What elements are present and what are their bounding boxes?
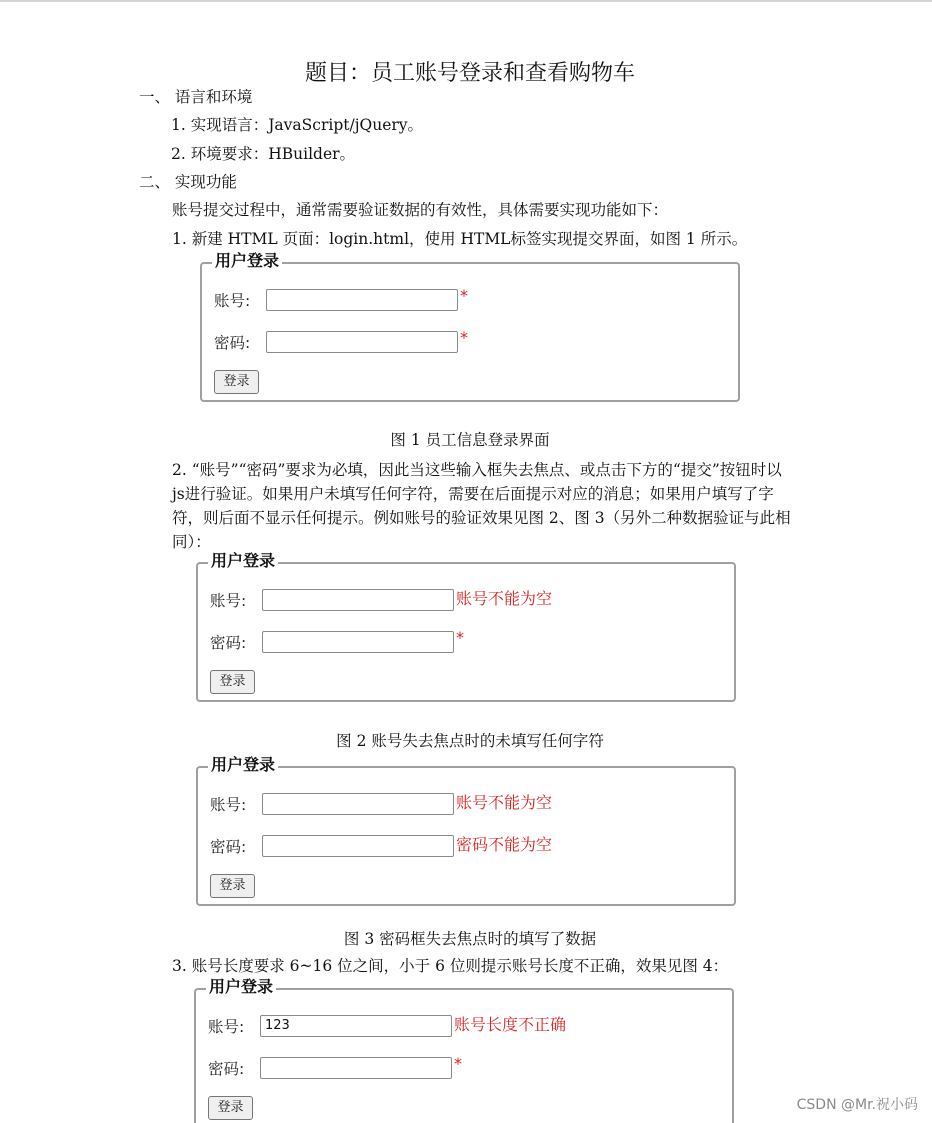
password-input[interactable] <box>262 631 454 653</box>
section1-heading: 一、 语言和环境 <box>139 88 253 106</box>
account-input[interactable]: 123 <box>260 1015 452 1037</box>
password-required-mark: * <box>460 328 468 347</box>
password-input[interactable] <box>260 1057 452 1079</box>
figure-2-caption: 图 2 账号失去焦点时的未填写任何字符 <box>336 732 604 750</box>
figure-1-login-form <box>200 252 744 408</box>
figure-4-clip <box>0 978 932 1123</box>
section1-item-env: 2. 环境要求：HBuilder。 <box>171 145 356 163</box>
account-input[interactable] <box>262 589 454 611</box>
account-label: 账号: <box>214 292 251 310</box>
password-required-mark: * <box>456 628 464 647</box>
password-input[interactable] <box>266 331 458 353</box>
account-input[interactable] <box>262 793 454 815</box>
section2-p3: 3. 账号长度要求 6~16 位之间，小于 6 位则提示账号长度不正确，效果见图 4： <box>172 957 729 975</box>
password-label: 密码: <box>210 838 247 856</box>
login-button[interactable]: 登录 <box>210 874 255 898</box>
account-length-error: 账号长度不正确 <box>454 1015 567 1034</box>
page-title: 题目：员工账号登录和查看购物车 <box>304 61 635 86</box>
account-error-message: 账号不能为空 <box>456 793 553 812</box>
password-input[interactable] <box>262 835 454 857</box>
login-button[interactable]: 登录 <box>214 370 259 394</box>
figure-1-caption: 图 1 员工信息登录界面 <box>390 431 550 449</box>
account-label: 账号: <box>210 592 247 610</box>
top-divider <box>0 0 932 2</box>
csdn-watermark: CSDN @Mr.祝小码 <box>796 1097 918 1113</box>
figure-3-caption: 图 3 密码框失去焦点时的填写了数据 <box>343 930 597 948</box>
section2-p2: 2. “账号”“密码”要求为必填，因此当这些输入框失去焦点、或点击下方的“提交”按钮时以 js进行验证。如果用户未填写任何字符，需要在后面提示对应的消息；如果用户填写了字符，则后面不显示任何提示。例如账号的验证效果见图 2、图 3（另外二种数据验证与此相同）： <box>172 461 791 551</box>
login-button[interactable]: 登录 <box>208 1096 253 1120</box>
figure-4-login-form <box>194 978 738 1123</box>
account-label: 账号: <box>208 1018 245 1036</box>
password-label: 密码: <box>210 634 247 652</box>
section2-intro: 账号提交过程中，通常需要验证数据的有效性，具体需要实现功能如下： <box>172 201 669 219</box>
fieldset-legend: 用户登录 <box>208 552 278 570</box>
fieldset-legend: 用户登录 <box>208 756 278 774</box>
password-error-message: 密码不能为空 <box>456 835 553 854</box>
password-label: 密码: <box>208 1060 245 1078</box>
section1-item-language: 1. 实现语言：JavaScript/jQuery。 <box>171 116 424 134</box>
account-input[interactable] <box>266 289 458 311</box>
fieldset-border <box>194 988 734 1123</box>
account-error-message: 账号不能为空 <box>456 589 553 608</box>
fieldset-legend: 用户登录 <box>212 252 282 270</box>
fieldset-legend: 用户登录 <box>206 978 276 996</box>
account-label: 账号: <box>210 796 247 814</box>
password-label: 密码: <box>214 334 251 352</box>
section2-heading: 二、 实现功能 <box>139 173 237 191</box>
account-required-mark: * <box>460 286 468 305</box>
figure-2-login-form <box>196 552 740 708</box>
login-button[interactable]: 登录 <box>210 670 255 694</box>
section2-p1: 1. 新建 HTML 页面：login.html，使用 HTML标签实现提交界面，如图 1 所示。 <box>172 230 748 248</box>
figure-3-login-form <box>196 756 740 912</box>
password-required-mark: * <box>454 1054 462 1073</box>
